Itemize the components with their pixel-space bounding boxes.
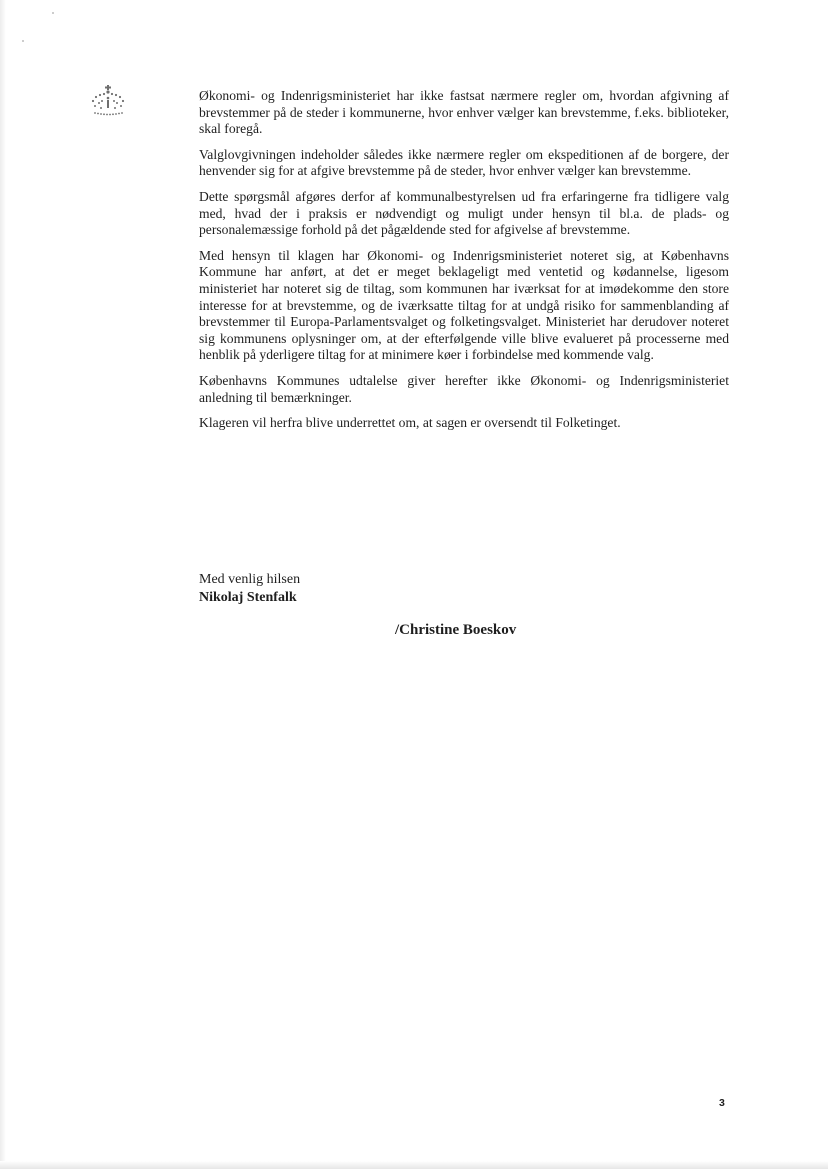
co-signer-name: /Christine Boeskov: [395, 622, 517, 638]
page-edge-shadow-left: [0, 0, 6, 1169]
paragraph: Økonomi- og Indenrigsministeriet har ikke fastsat nærmere regler om, hvordan afgivning af brevstemmer på de steder i kommunerne, hvor enhver vælger kan brevstemme, f.eks. biblioteker, skal foregå.: [199, 88, 729, 137]
page-number: 3: [719, 1097, 725, 1109]
letter-body: [199, 88, 729, 441]
scan-speck: [22, 40, 24, 42]
scan-speck: [52, 12, 54, 14]
closing-salutation: Med venlig hilsen: [199, 572, 301, 587]
signer-name: Nikolaj Stenfalk: [199, 590, 297, 605]
paragraph: Med hensyn til klagen har Økonomi- og Indenrigsministeriet noteret sig, at Københavns Kommune har anført, at det er meget beklageligt med ventetid og kødannelse, ligesom ministeriet har noteret sig de tiltag, som kommunen har iværksat for at imødekomme den store interesse for at brevstemme, og de iværksatte tiltag for at undgå risiko for sammenblanding af brevstemmer til Europa-Parlamentsvalget og folketingsvalget. Ministeriet har derudover noteret sig kommunens oplysninger om, at der efterfølgende ville blive evalueret på processerne med henblik på yderligere tiltag for at minimere køer i forbindelse med kommende valg.: [199, 247, 729, 363]
paragraph: Valglovgivningen indeholder således ikke nærmere regler om ekspeditionen af de borgere, der henvender sig for at afgive brevstemme på de steder, hvor enhver vælger kan brevstemme.: [199, 146, 729, 179]
paragraph: Dette spørgsmål afgøres derfor af kommunalbestyrelsen ud fra erfaringerne fra tidligere valg med, hvad der i praksis er nødvendigt og muligt under hensyn til bl.a. de plads- og personalemæssige forhold på det pågældende sted for afgivelse af brevstemme.: [199, 188, 729, 238]
paragraph: Københavns Kommunes udtalelse giver herefter ikke Økonomi- og Indenrigsministeriet anledning til bemærkninger.: [199, 372, 729, 405]
page-edge-shadow-bottom: [0, 1161, 828, 1169]
letter-closing: [199, 571, 599, 607]
royal-crown-icon: [88, 84, 128, 120]
paragraph: Klageren vil herfra blive underrettet om, at sagen er oversendt til Folketinget.: [199, 415, 621, 431]
